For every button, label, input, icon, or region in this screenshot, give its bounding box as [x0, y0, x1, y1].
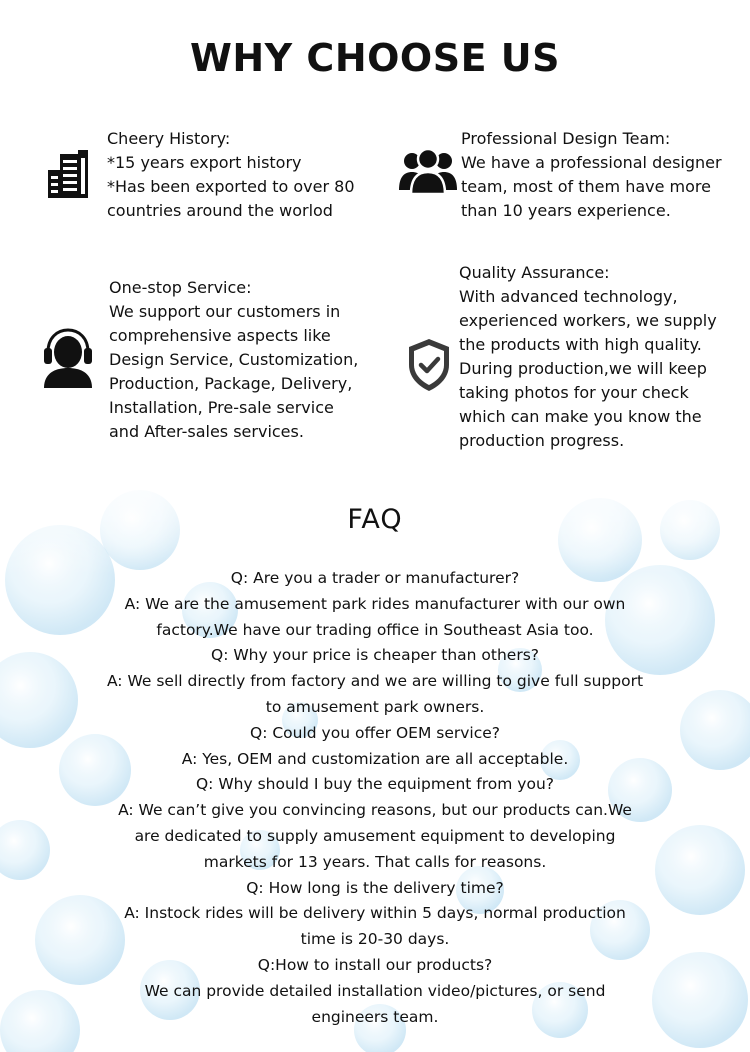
feature-line: *15 years export history — [107, 153, 302, 172]
faq-answer: A: We are the amusement park rides manufacturer with our own — [124, 594, 626, 613]
faq-answer: engineers team. — [311, 1007, 439, 1026]
feature-line: taking photos for your check — [459, 383, 689, 402]
headset-icon — [42, 328, 94, 388]
feature-line: Design Service, Customization, — [109, 350, 359, 369]
faq-answer: A: Instock rides will be delivery within 5 days, normal production — [124, 904, 626, 923]
feature-line: Installation, Pre-sale service — [109, 398, 334, 417]
faq-answer: A: We sell directly from factory and we are willing to give full support — [106, 672, 644, 691]
faq-answer: A: We can’t give you convincing reasons, but our products can.We — [118, 801, 632, 820]
feature-line: production progress. — [459, 431, 625, 450]
feature-line: countries around the worlod — [107, 201, 333, 220]
feature-line: With advanced technology, — [459, 287, 678, 306]
feature-line: experienced workers, we supply — [459, 311, 717, 330]
feature-one-stop-service — [0, 276, 375, 446]
feature-line: We support our customers in — [109, 302, 341, 321]
feature-line: During production,we will keep — [459, 359, 707, 378]
faq-question: Q:How to install our products? — [257, 955, 493, 974]
feature-heading: Professional Design Team: — [461, 129, 671, 148]
faq-question: Q: Why should I buy the equipment from you? — [195, 775, 554, 794]
faq-question: Q: How long is the delivery time? — [246, 878, 504, 897]
feature-line: the products with high quality. — [459, 335, 702, 354]
faq-answer: time is 20-30 days. — [300, 930, 450, 949]
faq-list — [0, 566, 750, 1030]
page-title: WHY CHOOSE US — [189, 36, 561, 80]
team-icon — [399, 148, 457, 194]
feature-heading: Quality Assurance: — [459, 263, 610, 282]
feature-cheery-history — [0, 126, 375, 236]
faq-answer: factory.We have our trading office in Southeast Asia too. — [156, 620, 594, 639]
faq-title: FAQ — [347, 504, 403, 535]
faq-answer: are dedicated to supply amusement equipment to developing — [134, 826, 616, 845]
feature-quality-assurance — [375, 261, 750, 456]
feature-heading: One-stop Service: — [109, 278, 252, 297]
shield-check-icon — [405, 337, 453, 393]
faq-question: Q: Why your price is cheaper than others? — [211, 646, 539, 665]
feature-line: than 10 years experience. — [461, 201, 671, 220]
feature-line: *Has been exported to over 80 — [107, 177, 355, 196]
feature-heading: Cheery History: — [107, 129, 231, 148]
feature-line: team, most of them have more — [461, 177, 711, 196]
faq-answer: A: Yes, OEM and customization are all acceptable. — [181, 749, 569, 768]
feature-design-team — [375, 126, 750, 236]
feature-line: Production, Package, Delivery, — [109, 374, 353, 393]
feature-line: which can make you know the — [459, 407, 702, 426]
building-icon — [46, 150, 90, 198]
feature-line: We have a professional designer — [461, 153, 722, 172]
faq-answer: We can provide detailed installation video/pictures, or send — [144, 981, 606, 1000]
faq-question: Q: Could you offer OEM service? — [250, 723, 500, 742]
faq-answer: markets for 13 years. That calls for reasons. — [203, 852, 547, 871]
feature-line: comprehensive aspects like — [109, 326, 331, 345]
faq-answer: to amusement park owners. — [265, 697, 485, 716]
feature-line: and After-sales services. — [109, 422, 304, 441]
faq-question: Q: Are you a trader or manufacturer? — [230, 569, 520, 587]
